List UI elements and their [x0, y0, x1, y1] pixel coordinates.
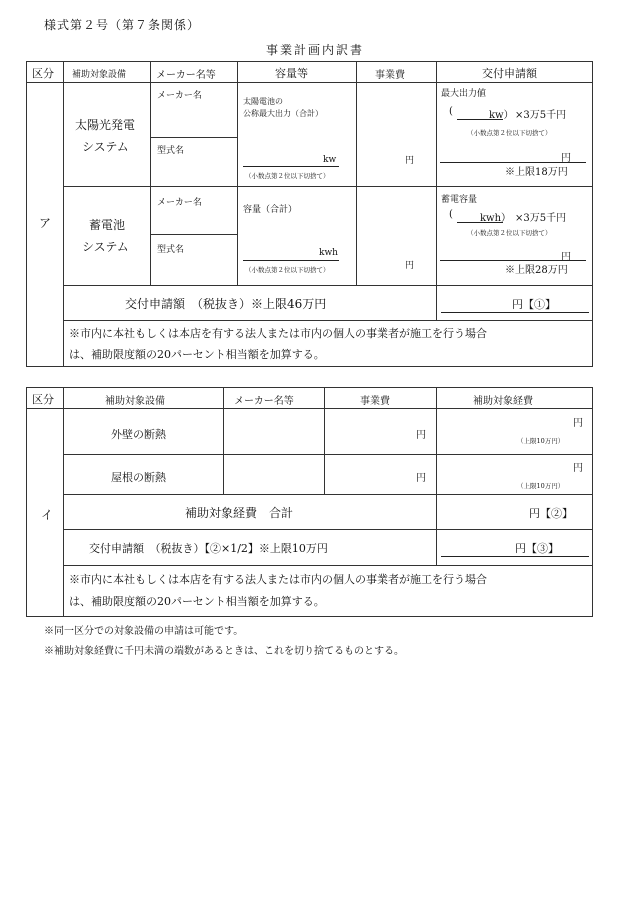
battery-model-label: 型式名 [157, 245, 185, 255]
table1-note-line1: ※市内に本社もしくは本店を有する法人または市内の個人の事業者が施工を行う場合 [69, 327, 487, 340]
table1-note-line2: は、補助限度額の20パーセント相当額を加算する。 [69, 348, 325, 361]
battery-capacity-line1: 容量（合計） [243, 205, 298, 215]
header-kubun: 区分 [32, 67, 54, 80]
solar-maker-label: メーカー名 [157, 91, 202, 101]
battery-grant-unit: kwh） [480, 213, 512, 224]
battery-grant-note: （小数点第２位以下切捨て） [467, 229, 552, 237]
solar-model-label: 型式名 [157, 146, 185, 156]
battery-cost-unit: 円 [405, 261, 415, 271]
wall-eligible-limit: （上限10万円） [517, 437, 565, 445]
footnote-2: ※補助対象経費に千円未満の端数があるときは、これを切り捨てるものとする。 [44, 646, 404, 657]
solar-capacity-note: （小数点第２位以下切捨て） [245, 172, 330, 180]
battery-name-line1: 蓄電池 [89, 218, 126, 232]
battery-grant-formula: ×3万5千円 [515, 213, 567, 224]
business-plan-table-a [26, 61, 593, 367]
header-cost: 事業費 [375, 70, 405, 81]
roof-eligible-unit: 円 [573, 463, 583, 474]
header-equipment: 補助対象設備 [72, 70, 127, 80]
table2-note-line1: ※市内に本社もしくは本店を有する法人または市内の個人の事業者が施工を行う場合 [69, 573, 487, 586]
table2-total-value: 円【③】 [515, 542, 559, 555]
solar-grant-yen: 円 [561, 153, 571, 164]
table1-total-value: 円【①】 [512, 298, 556, 311]
battery-grant-limit: ※上限28万円 [505, 265, 568, 276]
solar-capacity-unit: kw [323, 155, 337, 165]
document-title: 事業計画内訳書 [265, 43, 364, 57]
subtotal-value: 円【②】 [529, 507, 573, 520]
header-cost-2: 事業費 [360, 396, 390, 407]
business-plan-table-i [26, 387, 593, 617]
solar-grant-label: 最大出力値 [441, 89, 487, 99]
battery-grant-label: 蓄電容量 [441, 195, 478, 205]
battery-capacity-unit: kwh [319, 248, 338, 258]
solar-cost-unit: 円 [405, 156, 415, 166]
solar-capacity-line1: 太陽電池の [243, 97, 283, 106]
battery-maker-label: メーカー名 [157, 198, 202, 208]
battery-name-line2: システム [82, 240, 129, 254]
header-maker: メーカー名等 [156, 70, 216, 81]
table1-total-label: 交付申請額 （税抜き）※上限46万円 [125, 297, 327, 311]
wall-insulation-name: 外壁の断熱 [111, 428, 166, 441]
solar-capacity-line2: 公称最大出力（合計） [243, 109, 323, 118]
header-maker-2: メーカー名等 [234, 396, 294, 407]
roof-insulation-name: 屋根の断熱 [111, 471, 166, 484]
solar-name-line1: 太陽光発電 [75, 118, 136, 132]
form-number: 様式第２号（第７条関係） [44, 18, 201, 32]
solar-grant-unit: kw） [489, 110, 514, 121]
footnote-1: ※同一区分での対象設備の申請は可能です。 [44, 626, 244, 637]
header-equipment-2: 補助対象設備 [105, 396, 165, 407]
table2-note-line2: は、補助限度額の20パーセント相当額を加算する。 [69, 595, 325, 608]
header-capacity: 容量等 [275, 67, 308, 80]
table2-total-label: 交付申請額 （税抜き）【②×1/2】※上限10万円 [89, 542, 328, 555]
header-eligible: 補助対象経費 [473, 396, 533, 407]
kubun-i: イ [41, 508, 54, 522]
solar-grant-limit: ※上限18万円 [505, 167, 568, 178]
header-kubun-2: 区分 [32, 393, 54, 406]
solar-grant-paren: ( [449, 106, 453, 117]
roof-eligible-limit: （上限10万円） [517, 482, 565, 490]
header-grant: 交付申請額 [482, 67, 537, 80]
battery-grant-paren: ( [449, 209, 453, 220]
wall-cost-unit: 円 [416, 430, 426, 441]
solar-grant-formula: ×3万5千円 [515, 110, 567, 121]
kubun-a: ア [39, 216, 52, 230]
roof-cost-unit: 円 [416, 473, 426, 484]
battery-grant-yen: 円 [561, 252, 571, 263]
solar-name-line2: システム [82, 140, 129, 154]
wall-eligible-unit: 円 [573, 418, 583, 429]
solar-grant-note: （小数点第２位以下切捨て） [467, 129, 552, 137]
subtotal-label: 補助対象経費 合計 [185, 506, 294, 520]
battery-capacity-note: （小数点第２位以下切捨て） [245, 266, 330, 274]
